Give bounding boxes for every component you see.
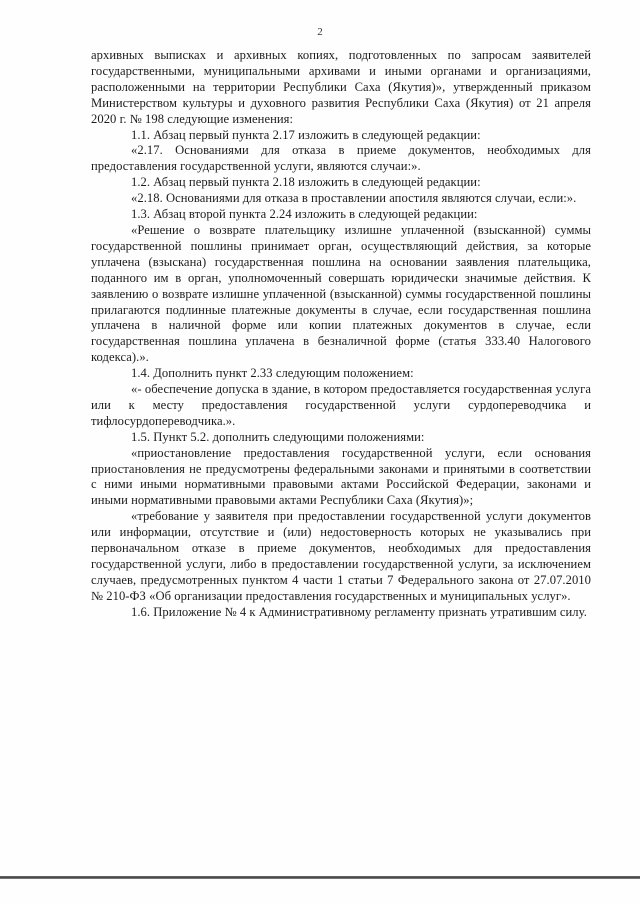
- paragraph-item-1-5: 1.5. Пункт 5.2. дополнить следующими положениями:: [131, 429, 425, 444]
- paragraph-quote-requirement: «требование у заявителя при предоставлении государственной услуги документов или информации, отсутствие и (или) недостоверность которых не указывались при первоначальном отказе в приеме документов, необходимых для предоставления государственной услуги, либо в предоставлении государственной услуги, за исключением случаев, предусмотренных пунктом 4 части 1 статьи 7 Федерального закона от 27.07.2010 № 210-ФЗ «Об организации предоставления государственных и муниципальных услуг».: [91, 509, 591, 603]
- bottom-edge-divider: [0, 876, 640, 879]
- paragraph-quote-refund-decision: «Решение о возврате плательщику излишне уплаченной (взысканной) суммы государственной пошлины принимает орган, осуществляющий действия, за которые уплачена (взыскана) государственная пошлина на основании заявления плательщика, поданного им в орган, уполномоченный совершать юридически значимые действия. К заявлению о возврате излишне уплаченной (взысканной) суммы государственной пошлины прилагаются подлинные платежные документы в случае, если государственная пошлина уплачена в наличной форме или копии платежных документов в случае, если государственная пошлина уплачена в безналичной форме (статья 333.40 Налогового кодекса).».: [91, 222, 591, 365]
- document-body: [91, 48, 591, 621]
- paragraph-item-1-3: 1.3. Абзац второй пункта 2.24 изложить в следующей редакции:: [131, 207, 478, 222]
- paragraph-intro-continuation: архивных выписках и архивных копиях, подготовленных по запросам заявителей государственными, муниципальными архивами и иными органами и организациями, расположенными на территории Республики Саха (Якутия)», утвержденный приказом Министерством культуры и духовного развития Республики Саха (Якутия) от 21 апреля 2020 г. № 198 следующие изменения:: [91, 48, 591, 126]
- paragraph-quote-2-18: «2.18. Основаниями для отказа в проставлении апостиля являются случаи, если:».: [131, 191, 577, 206]
- paragraph-item-1-2: 1.2. Абзац первый пункта 2.18 изложить в следующей редакции:: [131, 175, 481, 190]
- paragraph-item-1-6: 1.6. Приложение № 4 к Административному регламенту признать утратившим силу.: [131, 604, 587, 619]
- paragraph-quote-2-17: «2.17. Основаниями для отказа в приеме документов, необходимых для предоставления государственной услуги, являются случаи:».: [91, 143, 591, 174]
- paragraph-quote-suspension: «приостановление предоставления государственной услуги, если основания приостановления не предусмотрены федеральными законами и принятыми в соответствии с ними иными нормативными правовыми актами Российской Федерации, законами и иными нормативными правовыми актами Республики Саха (Якутия)»;: [91, 445, 591, 508]
- page-number: 2: [317, 26, 323, 38]
- paragraph-item-1-1: 1.1. Абзац первый пункта 2.17 изложить в следующей редакции:: [131, 127, 481, 142]
- paragraph-quote-access: «- обеспечение допуска в здание, в котором предоставляется государственная услуга или к месту предоставления государственной услуги сурдопереводчика и тифлосурдопереводчика.».: [91, 382, 591, 428]
- paragraph-item-1-4: 1.4. Дополнить пункт 2.33 следующим положением:: [131, 366, 414, 381]
